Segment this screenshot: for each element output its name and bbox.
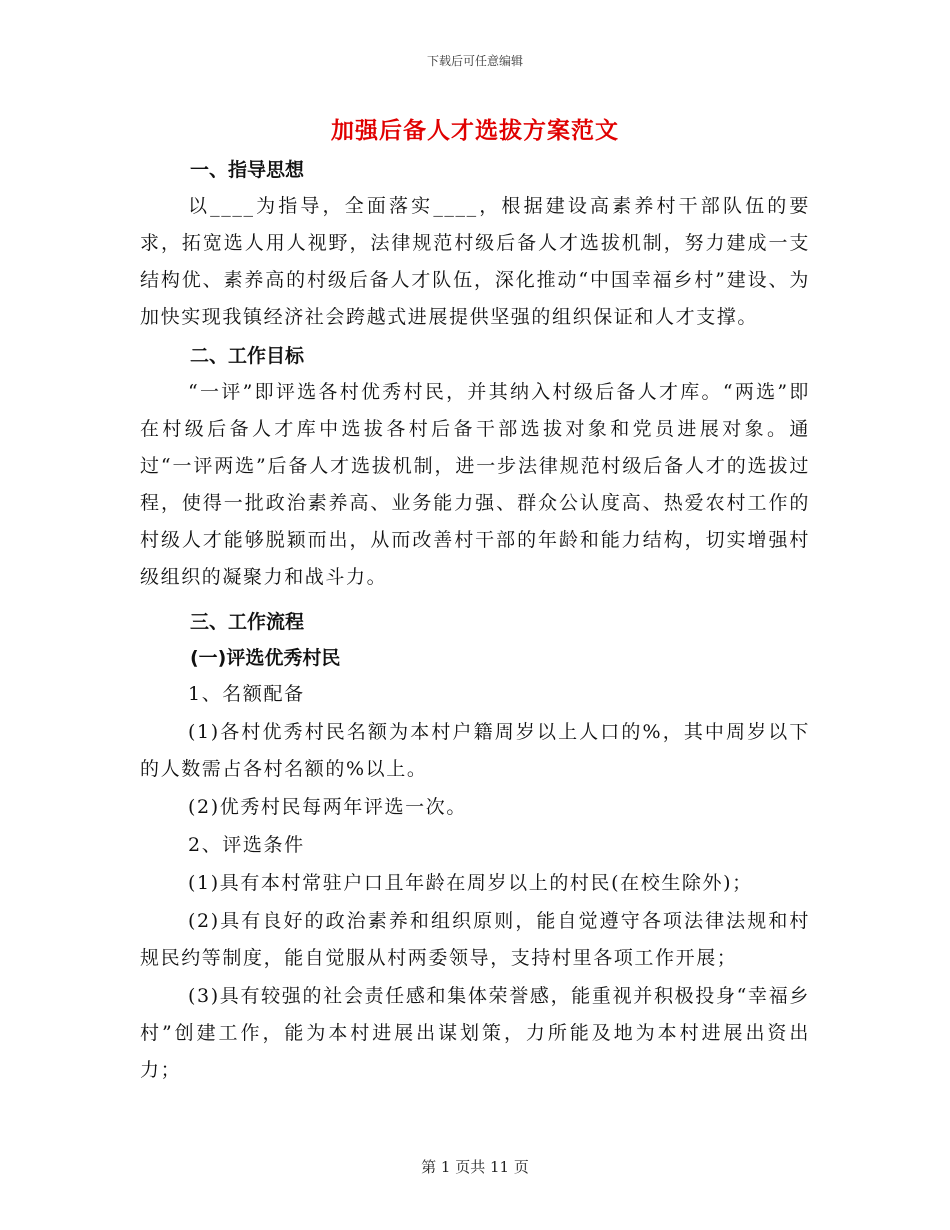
item-criteria-1: (1)具有本村常驻户口且年龄在周岁以上的村民(在校生除外)； [188, 872, 753, 894]
item-quota-rule-2: (2)优秀村民每两年评选一次。 [188, 796, 467, 818]
page-header-note: 下载后可任意编辑 [426, 54, 523, 68]
paragraph-guiding-ideology: 以____为指导，全面落实____，根据建设高素养村干部队伍的要求，拓宽选人用人视野，法律规范村级后备人才选拔机制，努力建成一支结构优、素养高的村级后备人才队伍，深化推动“中国幸福乡村”建设、为加快实现我镇经济社会跨越式进展提供坚强的组织保证和人才支撑。 [140, 195, 810, 328]
document-body [140, 152, 810, 1090]
page-number-footer: 第 1 页共 11 页 [421, 1158, 529, 1176]
item-quota-rule-1: (1)各村优秀村民名额为本村户籍周岁以上人口的%，其中周岁以下的人数需占各村名额的%以上。 [140, 721, 810, 780]
item-criteria-2: (2)具有良好的政治素养和组织原则，能自觉遵守各项法律法规和村规民约等制度，能自觉服从村两委领导，支持村里各项工作开展； [140, 910, 810, 969]
section-heading-work-process: 三、工作流程 [190, 611, 305, 633]
section-heading-work-goals: 二、工作目标 [190, 345, 305, 367]
subsection-heading-select-villagers: (一)评选优秀村民 [190, 647, 341, 669]
item-quota-allocation: 1、名额配备 [188, 683, 305, 705]
item-selection-criteria: 2、评选条件 [188, 834, 305, 856]
section-heading-guiding-ideology: 一、指导思想 [190, 159, 305, 181]
item-criteria-3: (3)具有较强的社会责任感和集体荣誉感，能重视并积极投身“幸福乡村”创建工作，能为本村进展出谋划策，力所能及地为本村进展出资出力； [140, 985, 810, 1081]
paragraph-work-goals: “一评”即评选各村优秀村民，并其纳入村级后备人才库。“两选”即在村级后备人才库中选拔各村后备干部选拔对象和党员进展对象。通过“一评两选”后备人才选拔机制，进一步法律规范村级后备人才的选拔过程，使得一批政治素养高、业务能力强、群众公认度高、热爱农村工作的村级人才能够脱颖而出，从而改善村干部的年龄和能力结构，切实增强村级组织的凝聚力和战斗力。 [140, 381, 810, 588]
document-title: 加强后备人才选拔方案范文 [331, 118, 619, 144]
